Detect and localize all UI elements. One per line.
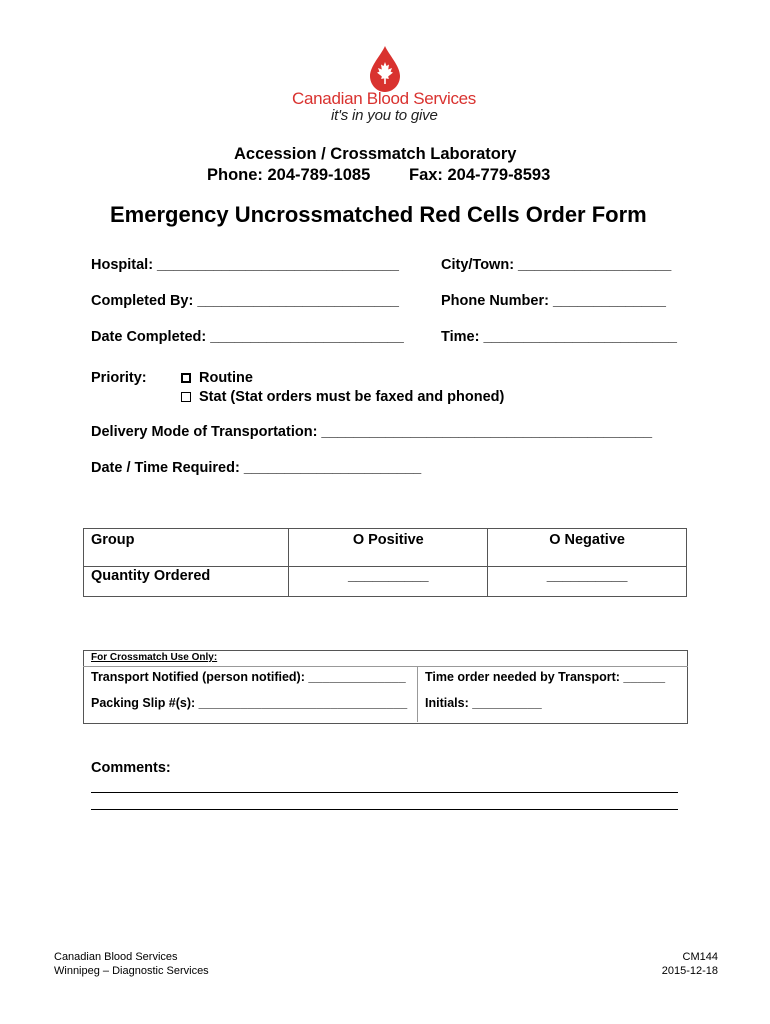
- stat-checkbox[interactable]: [181, 392, 191, 402]
- lab-phone: Phone: 204-789-1085: [207, 166, 371, 184]
- blood-drop-maple-leaf-icon: [367, 45, 403, 93]
- date-time-required-field[interactable]: Date / Time Required: ______________________: [91, 460, 422, 476]
- footer-date: 2015-12-18: [661, 965, 718, 977]
- stat-label: Stat (Stat orders must be faxed and phoned): [199, 389, 505, 405]
- phone-number-field[interactable]: Phone Number: ______________: [441, 293, 666, 309]
- routine-checkbox[interactable]: [181, 373, 191, 383]
- crossmatch-divider: [83, 666, 688, 667]
- comments-line-1[interactable]: [91, 792, 678, 793]
- initials-field[interactable]: Initials: __________: [425, 696, 542, 710]
- o-positive-quantity[interactable]: __________: [289, 567, 488, 597]
- priority-routine-option[interactable]: [181, 370, 253, 386]
- crossmatch-column-divider: [417, 666, 418, 722]
- transport-notified-field[interactable]: Transport Notified (person notified): ______________: [91, 670, 406, 684]
- city-field[interactable]: City/Town: ___________________: [441, 257, 672, 273]
- form-title: Emergency Uncrossmatched Red Cells Order Form: [110, 202, 647, 227]
- lab-fax: Fax: 204-779-8593: [409, 166, 551, 184]
- time-needed-field[interactable]: Time order needed by Transport: ______: [425, 670, 666, 684]
- priority-stat-option[interactable]: [181, 389, 504, 405]
- footer-form-code: CM144: [682, 951, 718, 963]
- date-completed-field[interactable]: Date Completed: ________________________: [91, 329, 404, 345]
- completed-by-field[interactable]: Completed By: _________________________: [91, 293, 399, 309]
- comments-line-2[interactable]: [91, 809, 678, 810]
- quantity-ordered-label: Quantity Ordered: [84, 567, 289, 597]
- logo-org-name: Canadian Blood Services: [292, 89, 476, 108]
- order-table: [83, 528, 687, 597]
- hospital-field[interactable]: Hospital: ______________________________: [91, 257, 399, 273]
- delivery-mode-field[interactable]: Delivery Mode of Transportation: _________________________________________: [91, 424, 653, 440]
- logo-tagline: it's in you to give: [331, 107, 438, 124]
- time-field[interactable]: Time: ________________________: [441, 329, 677, 345]
- routine-label: Routine: [199, 370, 253, 386]
- o-negative-quantity[interactable]: __________: [488, 567, 687, 597]
- o-positive-header: O Positive: [289, 529, 488, 567]
- o-negative-header: O Negative: [488, 529, 687, 567]
- packing-slip-field[interactable]: Packing Slip #(s): ______________________________: [91, 696, 408, 710]
- footer-org: Canadian Blood Services: [54, 951, 178, 963]
- group-label: Group: [84, 529, 289, 567]
- footer-dept: Winnipeg – Diagnostic Services: [54, 965, 209, 977]
- lab-name: Accession / Crossmatch Laboratory: [234, 145, 517, 163]
- priority-label: Priority:: [91, 370, 147, 386]
- crossmatch-heading: For Crossmatch Use Only:: [91, 652, 218, 663]
- comments-label: Comments:: [91, 760, 171, 776]
